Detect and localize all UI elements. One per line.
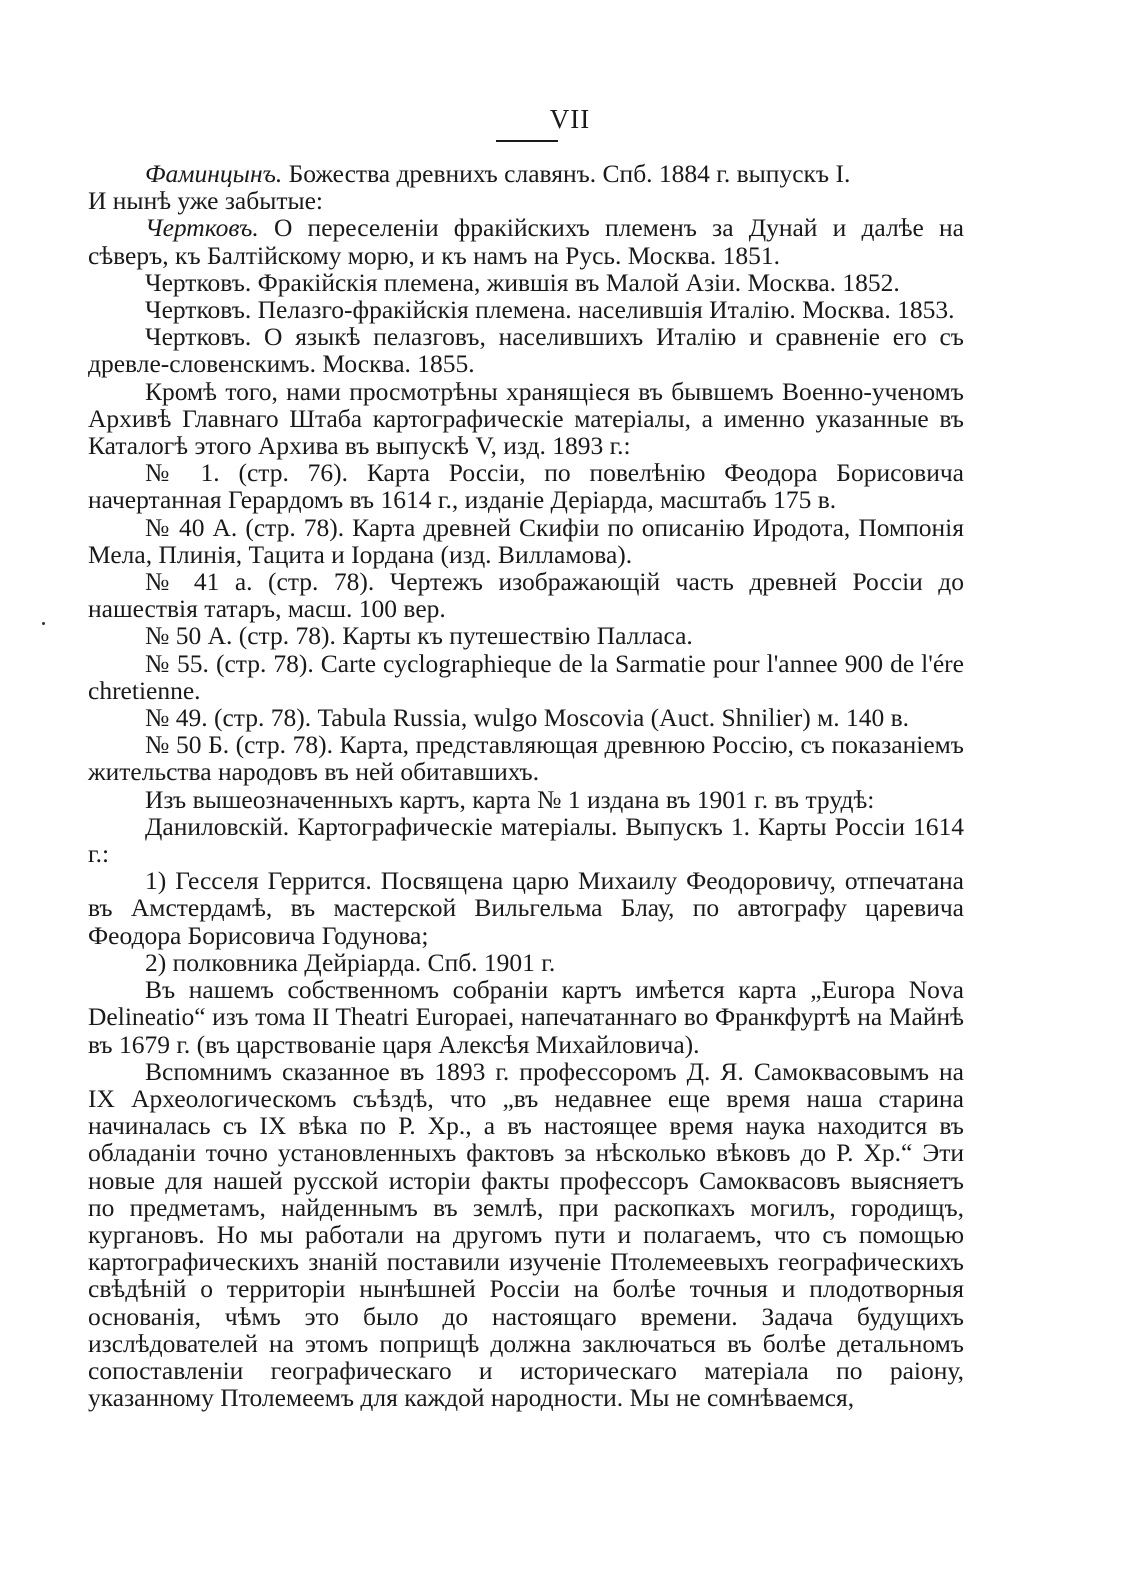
paragraph-text: Въ нашемъ собственномъ собранiи картъ имѣется карта „Europa Nova Delineatio“ изъ тома II Theatri Europaei, напечатаннаго во Франкфуртѣ на Майнѣ въ 1679 г. (въ царствованiе царя Алексѣя Михайловича).: [88, 975, 964, 1059]
paragraph-text: О переселенiи фракiйскихъ племенъ за Дунай и далѣе на сѣверъ, къ Балтiйскому морю, и къ намъ на Русь. Москва. 1851.: [88, 213, 964, 270]
paragraph-text: № 49. (стр. 78). Tabula Russia, wulgo Moscovia (Auct. Shnilier) м. 140 в.: [145, 703, 910, 733]
paragraph-text: Божества древнихъ славянъ. Спб. 1884 г. выпускъ I.: [282, 159, 851, 188]
paragraph: [88, 323, 964, 377]
paragraph-text: № 1. (стр. 76). Карта Россiи, по повелѣнiю Феодора Борисовича начертанная Герардомъ въ 1614 г., изданiе Дерiарда, масштабъ 175 в.: [88, 458, 964, 515]
paragraph: [88, 1058, 964, 1412]
paragraph-text: И нынѣ уже забытые:: [88, 186, 324, 216]
paragraph: [88, 731, 964, 785]
page-number: VII: [549, 104, 591, 134]
paragraph: [88, 949, 964, 976]
body-text: [88, 160, 964, 1411]
paragraph-text: Вспомнимъ сказанное въ 1893 г. профессоромъ Д. Я. Самоквасовымъ на IX Археологическомъ съѣздѣ, что „въ недавнее еще время наша старина начиналась съ IX вѣка по Р. Хр., а въ настоящее время наука находится въ обладанiи точно установленныхъ фактовъ за нѣсколько вѣковъ до Р. Хр.“ Эти новые для нашей русской исторiи факты профессоръ Самоквасовъ выясняетъ по предметамъ, найденнымъ въ землѣ, при раскопкахъ могилъ, городищъ, кургановъ. Но мы работали на другомъ пути и полагаемъ, что съ помощью картографическихъ знанiй поставили изученiе Птолемеевыхъ географическихъ свѣдѣнiй о территорiи нынѣшней Россiи на болѣе точныя и плодотворныя основанiя, чѣмъ это было до настоящаго времени. Задача будущихъ изслѣдователей на этомъ поприщѣ должна заключаться въ болѣе детальномъ сопоставленiи географическаго и историческаго матерiала по раiону, указанному Птолемеемъ для каждой народности. Мы не сомнѣваемся,: [88, 1056, 964, 1413]
paragraph: [88, 459, 964, 513]
paragraph-text: № 50 А. (стр. 78). Карты къ путешествiю Палласа.: [145, 621, 693, 651]
paragraph-text: Чертковъ. Пелазго-фракiйскiя племена. населившiя Италiю. Москва. 1853.: [145, 295, 955, 325]
paragraph: [88, 622, 964, 649]
paragraph-text: № 41 а. (стр. 78). Чертежъ изображающiй часть древней Россiи до нашествiя татаръ, масш. 100 вер.: [88, 567, 964, 624]
paragraph: [88, 568, 964, 622]
paragraph: [88, 704, 964, 731]
paragraph-text: 1) Гесселя Геррится. Посвящена царю Михаилу Феодоровичу, отпечатана въ Амстердамѣ, въ мастерской Вильгельма Блау, по автографу царевича Феодора Борисовича Годунова;: [88, 866, 964, 950]
paragraph: [88, 296, 964, 323]
paragraph: [88, 269, 964, 296]
paragraph: [88, 786, 964, 813]
author-name: Чертковъ.: [145, 213, 259, 243]
margin-speck: [42, 622, 45, 625]
paragraph-text: Чертковъ. Фракiйскiя племена, жившiя въ Малой Азiи. Москва. 1852.: [145, 267, 900, 297]
paragraph-text: Изъ вышеозначенныхъ картъ, карта № 1 издана въ 1901 г. въ трудѣ:: [145, 784, 875, 814]
paragraph: [88, 187, 964, 214]
paragraph: [88, 160, 964, 187]
paragraph-text: № 50 Б. (стр. 78). Карта, представляющая древнюю Россiю, съ показанiемъ жительства народовъ въ ней обитавшихъ.: [88, 730, 964, 787]
paragraph-text: № 40 А. (стр. 78). Карта древней Скифiи по описанiю Иродота, Помпонiя Мела, Плинiя, Тацита и Iордана (изд. Вилламова).: [88, 512, 964, 569]
paragraph-text: 2) полковника Дейрiарда. Спб. 1901 г.: [145, 947, 556, 977]
paragraph-text: Чертковъ. О языкѣ пелазговъ, населившихъ Италiю и сравненiе его съ древле-словенскимъ. Москва. 1855.: [88, 322, 964, 379]
paragraph-text: Кромѣ того, нами просмотрѣны хранящiеся въ бывшемъ Военно-ученомъ Архивѣ Главнаго Штаба картографическiе матерiалы, а именно указанные въ Каталогѣ этого Архива въ выпускѣ V, изд. 1893 г.:: [88, 376, 964, 461]
paragraph: [88, 813, 964, 867]
author-name: Фаминцынъ.: [145, 159, 283, 188]
paragraph: [88, 378, 964, 460]
paragraph: [88, 650, 964, 704]
paragraph: [88, 976, 964, 1058]
paragraph: [88, 867, 964, 949]
page-number-underline: [496, 140, 558, 142]
paragraph: [88, 214, 964, 268]
paragraph-text: № 55. (стр. 78). Carte cyclographieque de la Sarmatie pour l'annee 900 de l'ére chretienne.: [88, 648, 964, 705]
paragraph-text: Даниловскiй. Картографическiе матерiалы. Выпускъ 1. Карты Россiи 1614 г.:: [88, 811, 964, 869]
paragraph: [88, 514, 964, 568]
